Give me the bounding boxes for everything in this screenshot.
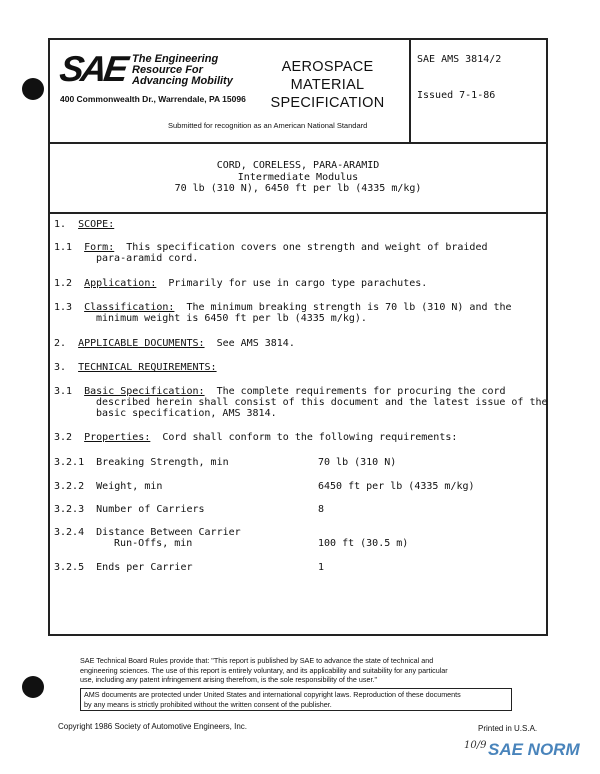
- section-number: 3.2: [54, 432, 73, 443]
- section-number: 3.1: [54, 386, 73, 397]
- section-text: Cord shall conform to the following requirements:: [150, 432, 458, 443]
- document-frame: [48, 38, 548, 636]
- watermark-logo: SAE NORM: [488, 740, 580, 759]
- tagline-line-3: Advancing Mobility: [132, 75, 233, 87]
- section-1-1-cont: para-aramid cord.: [96, 253, 199, 264]
- section-number: 1.1: [54, 242, 73, 253]
- property-number: 3.2.1: [54, 457, 85, 468]
- binder-hole-top: [22, 78, 44, 100]
- copyright-line: Copyright 1986 Society of Automotive Engineers, Inc.: [58, 722, 247, 731]
- section-text: The minimum breaking strength is 70 lb (310 N) and the: [174, 302, 512, 313]
- document-header: [50, 40, 546, 144]
- copyright-notice-box: [80, 688, 512, 711]
- section-3-1: [54, 386, 506, 398]
- property-row: [54, 481, 162, 493]
- section-1-2: [54, 278, 427, 290]
- section-heading: SCOPE:: [78, 219, 115, 230]
- title-line-2: Intermediate Modulus: [237, 171, 359, 183]
- section-heading: TECHNICAL REQUIREMENTS:: [78, 362, 217, 373]
- tagline-line-2: Resource For: [132, 64, 203, 76]
- property-value: 100 ft (30.5 m): [318, 538, 409, 549]
- note-line-3: use, including any patent infringement arising therefrom, is the sole responsibility of the user.": [80, 675, 377, 684]
- section-2: [54, 338, 295, 350]
- property-number: 3.2.5: [54, 562, 85, 573]
- document-title: [50, 142, 546, 214]
- document-id-box: [409, 40, 548, 142]
- section-text: See AMS 3814.: [204, 338, 295, 349]
- issue-date: Issued 7-1-86: [417, 90, 496, 101]
- property-value: 8: [318, 504, 325, 515]
- section-heading: Application:: [84, 278, 157, 289]
- property-value: 1: [318, 562, 325, 573]
- section-heading: Basic Specification:: [84, 386, 205, 397]
- spec-title: [260, 58, 395, 112]
- section-text: The complete requirements for procuring the cord: [204, 386, 506, 397]
- logo-tagline: [132, 54, 233, 87]
- property-number: 3.2.3: [54, 504, 85, 515]
- spec-title-line-2: MATERIAL: [290, 77, 365, 93]
- section-number: 3.: [54, 362, 67, 373]
- section-3-2: [54, 432, 457, 444]
- property-number: 3.2.4: [54, 527, 85, 538]
- section-heading: Form:: [84, 242, 115, 253]
- sae-logo: SAE: [57, 48, 128, 89]
- section-1-3: [54, 302, 512, 314]
- property-name: Breaking Strength, min: [96, 457, 229, 468]
- property-name: Weight, min: [96, 481, 163, 492]
- section-number: 1.3: [54, 302, 73, 313]
- section-number: 2.: [54, 338, 67, 349]
- property-row: [54, 504, 205, 516]
- note-line-2: engineering sciences. The use of this report is entirely voluntary, and its applicability and suitability for any particular: [80, 665, 448, 675]
- note-line-1: SAE Technical Board Rules provide that: "This report is published by SAE to advance the state of technical and: [80, 656, 434, 665]
- section-3-1-cont2: basic specification, AMS 3814.: [96, 408, 277, 419]
- section-1: [54, 219, 114, 231]
- section-text: Primarily for use in cargo type parachutes.: [156, 278, 428, 289]
- property-row: [54, 562, 192, 574]
- section-number: 1.: [54, 219, 67, 230]
- binder-hole-bottom: [22, 676, 44, 698]
- property-name: Ends per Carrier: [96, 562, 193, 573]
- property-name: Number of Carriers: [96, 504, 205, 515]
- section-1-3-cont: minimum weight is 6450 ft per lb (4335 m/kg).: [96, 313, 367, 324]
- property-row: [54, 527, 241, 539]
- ams-number: SAE AMS 3814/2: [417, 54, 502, 65]
- property-number: 3.2.2: [54, 481, 85, 492]
- property-value: 6450 ft per lb (4335 m/kg): [318, 481, 475, 492]
- handwritten-mark: 10/9: [464, 740, 487, 751]
- property-row: [54, 457, 229, 469]
- title-line-3: 70 lb (310 N), 6450 ft per lb (4335 m/kg): [174, 183, 422, 194]
- section-heading: Classification:: [84, 302, 175, 313]
- property-name: Distance Between Carrier: [96, 527, 241, 538]
- section-text: This specification covers one strength and weight of braided: [114, 242, 488, 253]
- section-3: [54, 362, 217, 374]
- copyright-box-line-1: AMS documents are protected under United States and international copyright laws. Reproduction of these documents: [84, 690, 461, 699]
- section-1-1: [54, 242, 488, 254]
- spec-title-line-1: AEROSPACE: [281, 59, 374, 75]
- section-number: 1.2: [54, 278, 73, 289]
- property-name-cont: Run-Offs, min: [102, 538, 193, 549]
- copyright-box-line-2: by any means is strictly prohibited without the written consent of the publisher.: [84, 699, 332, 709]
- section-heading: APPLICABLE DOCUMENTS:: [78, 338, 205, 349]
- address: 400 Commonwealth Dr., Warrendale, PA 15096: [60, 94, 246, 104]
- section-heading: Properties:: [84, 432, 151, 443]
- property-value: 70 lb (310 N): [318, 457, 397, 468]
- section-3-1-cont: described herein shall consist of this document and the latest issue of the: [96, 397, 548, 408]
- title-line-1: CORD, CORELESS, PARA-ARAMID: [216, 160, 380, 171]
- printed-in: Printed in U.S.A.: [478, 724, 538, 733]
- tagline-line-1: The Engineering: [132, 53, 219, 65]
- spec-title-line-3: SPECIFICATION: [270, 95, 385, 111]
- ansi-submission-note: Submitted for recognition as an American National Standard: [168, 121, 368, 130]
- technical-board-note: [80, 656, 520, 685]
